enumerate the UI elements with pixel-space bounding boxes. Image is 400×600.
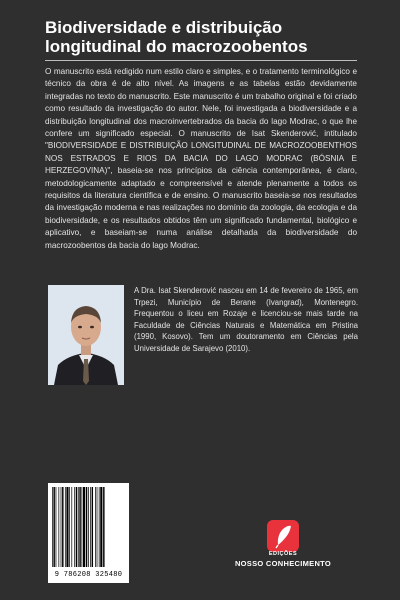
barcode-bar (82, 487, 83, 567)
barcode-bar (79, 487, 80, 567)
author-bio: A Dra. Isat Skenderović nasceu em 14 de fevereiro de 1965, em Trpezi, Município de Berane (Ivangrad), Montenegro. Frequentou o liceu em Rozaje e licenciou-se mais tarde na Faculdade de Ciências Naturais e Matemática em Pristina (1990, Kosovo). Tem um doutoramento em Ciências pela Universidade de Sarajevo (2010). (134, 286, 358, 353)
author-photo (48, 285, 124, 385)
barcode-bar (90, 487, 91, 567)
book-title: Biodiversidade e distribuição longitudinal do macrozoobentos (45, 18, 308, 56)
barcode-bar (61, 487, 62, 567)
barcode-bar (99, 487, 100, 567)
barcode-bar (65, 487, 66, 567)
book-summary: O manuscrito está redigido num estilo claro e simples, e o tratamento terminológico e técnico da obra é de alto nível. As imagens e as tabelas estão devidamente integradas no texto do manuscrito. Este manuscrito é um trabalho original e foi criado como resultado da investigação do autor. Nele, foi investigada a biodiversidade e a distribuição longitudinal dos macroinvertebrados da bacia do lago Modrac, o que lhe confere um significado especial. O manuscrito de Isat Skenderović, intitulado "BIODIVERSIDADE E DISTRIBUIÇÃO LONGITUDINAL DE MACROZOOBENTHOS NOS ESTRADOS E RIOS DA BACIA DO LAGO MODRAC (BÓSNIA E HERZEGOVINA)", baseia-se nos princípios da ciência contemporânea, é claro, metodologicamente adaptado e compreensível e atende plenamente a todos os requisitos da literatura científica e de ensino. O manuscrito baseia-se nos resultados da investigação moderna e nas realizações no domínio da zoologia, da ecologia e da biodiversidade, e os resultados obtidos têm um significado fundamental, biológico e aplicativo, e baseiam-se numa análise detalhada da biodiversidade do macrozoobentos da bacia do lago Modrac. (45, 67, 357, 250)
barcode-bar (78, 487, 79, 567)
barcode-bar (62, 487, 63, 567)
barcode-bar (66, 487, 68, 567)
barcode-bar (92, 487, 93, 567)
barcode-bar (52, 487, 53, 567)
barcode-bar (83, 487, 85, 567)
publisher-logo (267, 520, 299, 552)
barcode-bar (88, 487, 89, 567)
author-portrait (48, 285, 124, 385)
barcode (48, 483, 129, 583)
feather-quill-icon (267, 520, 299, 552)
publisher-label-small: EDIÇÕES (268, 551, 298, 557)
barcode-bar (76, 487, 77, 567)
title-divider (45, 60, 357, 61)
barcode-bar (95, 487, 96, 567)
barcode-bar (69, 487, 70, 567)
barcode-bar (53, 487, 54, 567)
barcode-bar (74, 487, 75, 567)
barcode-bar (86, 487, 87, 567)
barcode-bar (103, 487, 104, 567)
barcode-bar (97, 487, 98, 567)
barcode-bars (52, 487, 125, 569)
publisher-name: NOSSO CONHECIMENTO (234, 559, 332, 568)
barcode-bar (71, 487, 72, 567)
barcode-bar (100, 487, 102, 567)
barcode-bar (58, 487, 59, 567)
barcode-bar (56, 487, 57, 567)
isbn-number: 9 786208 325480 (54, 571, 123, 579)
